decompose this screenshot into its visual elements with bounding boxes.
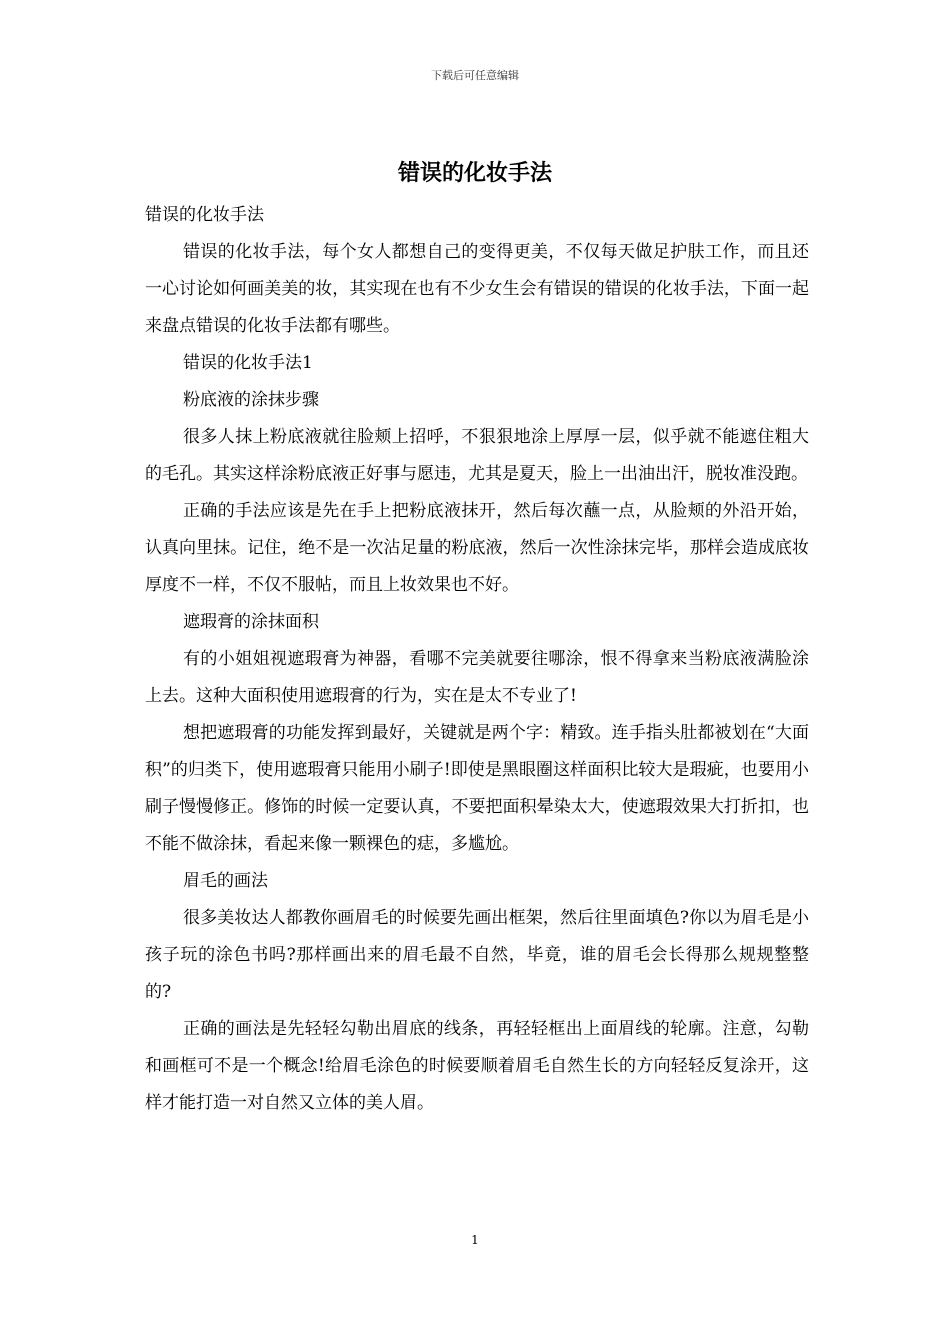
document-body: [145, 197, 809, 1122]
paragraph: 正确的手法应该是先在手上把粉底液抹开，然后每次蘸一点，从脸颊的外沿开始，认真向里抹。记住，绝不是一次沾足量的粉底液，然后一次性涂抹完毕，那样会造成底妆厚度不一样，不仅不服帖，而且上妆效果也不好。: [145, 501, 809, 595]
paragraph: 想把遮瑕膏的功能发挥到最好，关键就是两个字：精致。连手指头肚都被划在“大面积”的归类下，使用遮瑕膏只能用小刷子!即使是黑眼圈这样面积比较大是瑕疵，也要用小刷子慢慢修正。修饰的时候一定要认真，不要把面积晕染太大，使遮瑕效果大打折扣，也不能不做涂抹，看起来像一颗裸色的痣，多尴尬。: [145, 723, 809, 854]
paragraph: 错误的化妆手法，每个女人都想自己的变得更美，不仅每天做足护肤工作，而且还一心讨论如何画美美的妆，其实现在也有不少女生会有错误的错误的化妆手法，下面一起来盘点错误的化妆手法都有哪些。: [145, 242, 809, 336]
section-heading: 错误的化妆手法1: [183, 353, 313, 373]
section-heading: 眉毛的画法: [183, 871, 268, 891]
section-heading: 遮瑕膏的涂抹面积: [183, 612, 319, 632]
section-heading: 粉底液的涂抹步骤: [183, 390, 319, 410]
header-note: 下载后可任意编辑: [431, 69, 519, 82]
paragraph: 很多人抹上粉底液就往脸颊上招呼，不狠狠地涂上厚厚一层，似乎就不能遮住粗大的毛孔。其实这样涂粉底液正好事与愿违，尤其是夏天，脸上一出油出汗，脱妆准没跑。: [145, 427, 809, 484]
paragraph: 错误的化妆手法: [145, 205, 264, 225]
paragraph: 有的小姐姐视遮瑕膏为神器，看哪不完美就要往哪涂，恨不得拿来当粉底液满脸涂上去。这种大面积使用遮瑕膏的行为，实在是太不专业了!: [145, 649, 809, 706]
paragraph: 很多美妆达人都教你画眉毛的时候要先画出框架，然后往里面填色?你以为眉毛是小孩子玩的涂色书吗?那样画出来的眉毛最不自然，毕竟，谁的眉毛会长得那么规规整整的?: [145, 908, 809, 1002]
page-number: 1: [471, 1233, 479, 1247]
document-title: 错误的化妆手法: [397, 160, 552, 186]
paragraph: 正确的画法是先轻轻勾勒出眉底的线条，再轻轻框出上面眉线的轮廓。注意，勾勒和画框可不是一个概念!给眉毛涂色的时候要顺着眉毛自然生长的方向轻轻反复涂开，这样才能打造一对自然又立体的美人眉。: [145, 1019, 809, 1113]
